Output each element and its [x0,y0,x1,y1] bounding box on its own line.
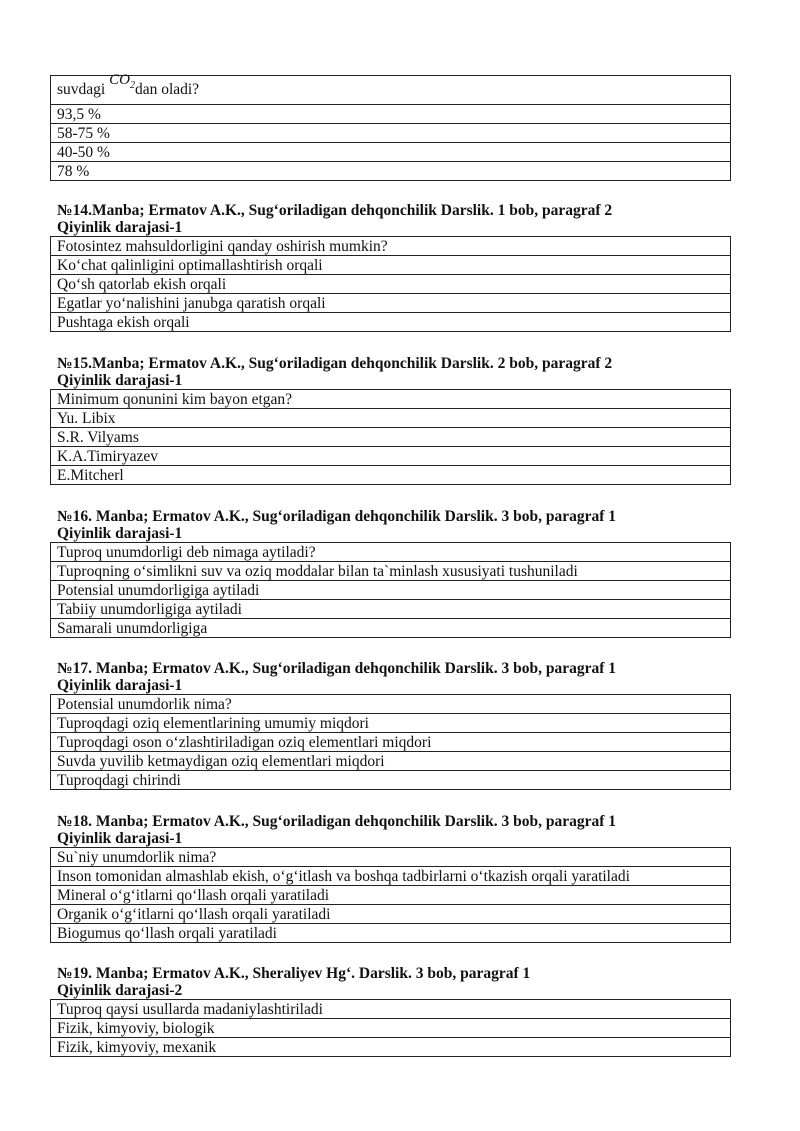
answer-row [51,294,731,313]
co2-formula: $CO_2$ [109,72,135,91]
question-block-19 [0,965,800,1057]
question-row [51,237,731,256]
answer-cell: 93,5 % [51,105,731,124]
answer-cell: 78 % [51,162,731,181]
answer-cell: K.A.Timiryazev [51,447,731,466]
answer-row [51,771,731,790]
answer-row [51,924,731,943]
question-row [51,543,731,562]
answer-row [51,867,731,886]
answer-row [51,466,731,485]
question-title: №18. Manba; Ermatov A.K., Sug‘oriladigan dehqonchilik Darslik. 3 bob, paragraf 1 [57,813,617,830]
answer-cell: Tabiiy unumdorligiga aytiladi [51,600,731,619]
question-row [51,76,731,105]
difficulty-level: Qiyinlik darajasi-1 [57,830,183,847]
question-cell: Fotosintez mahsuldorligini qanday oshirish mumkin? [51,237,731,256]
question-table [50,389,731,485]
answer-row [51,905,731,924]
answer-cell: Organik o‘g‘itlarni qo‘llash orqali yaratiladi [51,905,731,924]
question-table [50,72,731,181]
answer-cell: Qo‘sh qatorlab ekish orqali [51,275,731,294]
question-title: №14.Manba; Ermatov A.K., Sug‘oriladigan dehqonchilik Darslik. 1 bob, paragraf 2 [57,202,613,219]
question-title: №16. Manba; Ermatov A.K., Sug‘oriladigan dehqonchilik Darslik. 3 bob, paragraf 1 [57,508,617,525]
answer-cell: S.R. Vilyams [51,428,731,447]
answer-row [51,409,731,428]
question-table [50,542,731,638]
answer-row [51,313,731,332]
answer-cell: Mineral o‘g‘itlarni qo‘llash orqali yaratiladi [51,886,731,905]
answer-cell: Fizik, kimyoviy, biologik [51,1019,731,1038]
answer-row [51,886,731,905]
answer-row [51,1019,731,1038]
question-row [51,848,731,867]
answer-cell: Fizik, kimyoviy, mexanik [51,1038,731,1057]
answer-row [51,124,731,143]
answer-row [51,143,731,162]
question-cell: Minimum qonunini kim bayon etgan? [51,390,731,409]
difficulty-level: Qiyinlik darajasi-1 [57,677,183,694]
answer-row [51,714,731,733]
answer-row [51,752,731,771]
question-cell: Tuproq unumdorligi deb nimaga aytiladi? [51,543,731,562]
question-block-15 [0,355,800,485]
question-cell: Potensial unumdorlik nima? [51,695,731,714]
question-prefix: suvdagi [57,81,106,98]
answer-cell: Egatlar yo‘nalishini janubga qaratish orqali [51,294,731,313]
answer-cell: 58-75 % [51,124,731,143]
answer-cell: Tuproqdagi oson o‘zlashtiriladigan oziq elementlari miqdori [51,733,731,752]
answer-cell: Potensial unumdorligiga aytiladi [51,581,731,600]
answer-row [51,619,731,638]
question-title: №17. Manba; Ermatov A.K., Sug‘oriladigan dehqonchilik Darslik. 3 bob, paragraf 1 [57,660,617,677]
question-block-14 [0,202,800,332]
answer-cell: Yu. Libix [51,409,731,428]
answer-row [51,256,731,275]
answer-row [51,733,731,752]
question-block-17 [0,660,800,790]
answer-row [51,562,731,581]
answer-cell: Inson tomonidan almashlab ekish, o‘g‘itlash va boshqa tadbirlarni o‘tkazish orqali yaratiladi [51,867,731,886]
question-table [50,847,731,943]
difficulty-level: Qiyinlik darajasi-1 [57,219,183,236]
answer-cell: Pushtaga ekish orqali [51,313,731,332]
answer-row [51,600,731,619]
answer-cell: E.Mitcherl [51,466,731,485]
answer-cell: Suvda yuvilib ketmaydigan oziq elementlari miqdori [51,752,731,771]
question-suffix: dan oladi? [134,81,200,98]
answer-cell: Ko‘chat qalinligini optimallashtirish orqali [51,256,731,275]
question-cell: Su`niy unumdorlik nima? [51,848,731,867]
question-title: №15.Manba; Ermatov A.K., Sug‘oriladigan dehqonchilik Darslik. 2 bob, paragraf 2 [57,355,613,372]
answer-cell: Tuproqning o‘simlikni suv va oziq moddalar bilan ta`minlash xususiyati tushuniladi [51,562,731,581]
answer-row [51,162,731,181]
question-row [51,1000,731,1019]
question-row [51,390,731,409]
answer-cell: Tuproqdagi oziq elementlarining umumiy miqdori [51,714,731,733]
answer-row [51,1038,731,1057]
difficulty-level: Qiyinlik darajasi-1 [57,525,183,542]
question-block-16 [0,508,800,638]
question-table [50,694,731,790]
answer-row [51,581,731,600]
question-cell [51,72,731,105]
question-row [51,695,731,714]
question-block-13 [0,72,800,181]
answer-row [51,275,731,294]
answer-cell: 40-50 % [51,143,731,162]
answer-row [51,105,731,124]
question-table [50,999,731,1057]
answer-row [51,428,731,447]
question-table [50,236,731,332]
question-cell: Tuproq qaysi usullarda madaniylashtiriladi [51,1000,731,1019]
difficulty-level: Qiyinlik darajasi-1 [57,372,183,389]
question-block-18 [0,813,800,943]
answer-cell: Tuproqdagi chirindi [51,771,731,790]
difficulty-level: Qiyinlik darajasi-2 [57,982,183,999]
answer-cell: Samarali unumdorligiga [51,619,731,638]
answer-cell: Biogumus qo‘llash orqali yaratiladi [51,924,731,943]
question-title: №19. Manba; Ermatov A.K., Sheraliyev Hg‘. Darslik. 3 bob, paragraf 1 [57,965,531,982]
answer-row [51,447,731,466]
